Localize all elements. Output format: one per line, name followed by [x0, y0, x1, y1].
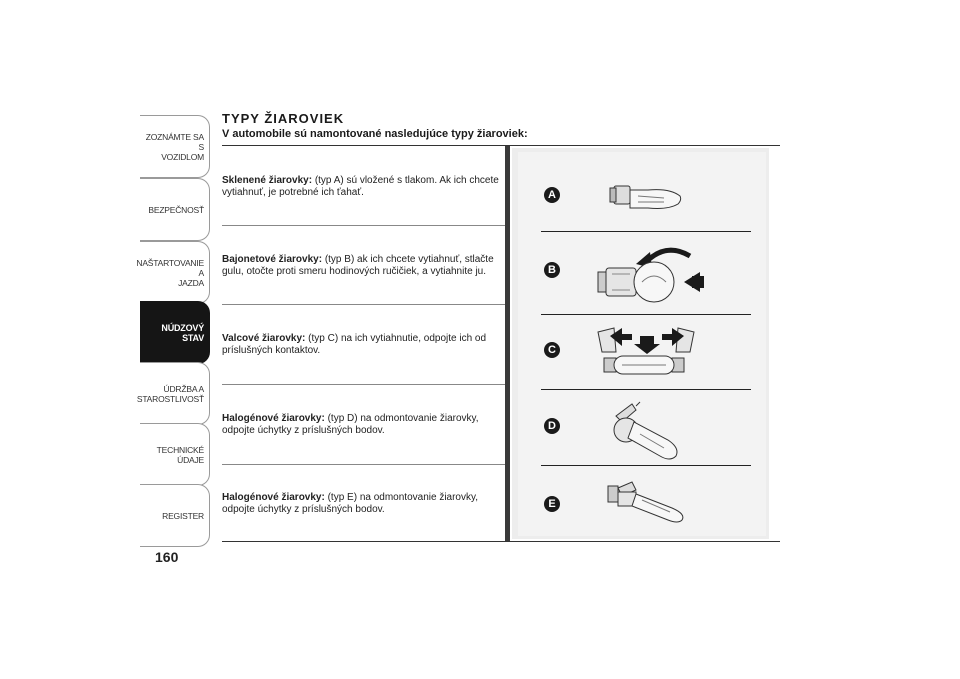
figure-letter-e: E [544, 496, 560, 512]
sidebar-tab-starting[interactable] [136, 241, 210, 304]
halogen-bulb-e-icon [602, 478, 692, 530]
entry-text: (typ B) ak ich chcete vytiahnuť, stlačte gulu, otočte proti smeru hodinových ručičiek, a vytiahnite ju. [222, 254, 494, 277]
page-number: 160 [155, 549, 179, 565]
entry-divider [222, 225, 505, 226]
entry-type-a [222, 175, 500, 199]
figure-letter-c: C [544, 342, 560, 358]
entry-type-b [222, 254, 500, 278]
bayonet-bulb-icon [596, 240, 706, 304]
section-title: TYPY ŽIAROVIEK [222, 111, 345, 126]
figure-divider [541, 465, 751, 466]
festoon-bulb-icon [592, 322, 702, 378]
entry-type-e [222, 492, 500, 516]
sidebar-tab-index[interactable] [140, 484, 210, 547]
sidebar-tab-label: REGISTER [162, 510, 204, 521]
sidebar-tab-label: NAŠTARTOVANIE A JAZDA [136, 257, 204, 288]
figure-divider [541, 231, 751, 232]
entry-divider [222, 384, 505, 385]
entry-lead: Sklenené žiarovky: [222, 175, 313, 186]
entry-text: (typ C) na ich vytiahnutie, odpojte ich od príslušných kontaktov. [222, 333, 487, 356]
sidebar-tab-label: NÚDZOVÝ STAV [161, 322, 204, 343]
section-intro: V automobile sú namontované nasledujúce typy žiaroviek: [222, 128, 528, 140]
sidebar-tab-vehicle[interactable] [140, 115, 210, 178]
figure-letter-b: B [544, 262, 560, 278]
sidebar-tab-label: ÚDRŽBA A STAROSTLIVOSŤ [136, 383, 204, 404]
sidebar-tab-label: BEZPEČNOSŤ [148, 204, 204, 215]
sidebar-tab-label: ZOZNÁMTE SA S VOZIDLOM [145, 131, 204, 162]
sidebar-tab-label: TECHNICKÉ ÚDAJE [156, 444, 204, 465]
entry-divider [222, 304, 505, 305]
figure-divider [541, 314, 751, 315]
entry-text: (typ E) na odmontovanie žiarovky, odpojte úchytky z príslušných bodov. [222, 492, 479, 515]
entry-lead: Halogénové žiarovky: [222, 413, 325, 424]
entry-lead: Bajonetové žiarovky: [222, 254, 323, 265]
entry-type-d [222, 413, 500, 437]
sidebar-tab-safety[interactable] [140, 178, 210, 241]
entry-text: (typ D) na odmontovanie žiarovky, odpojte úchytky z príslušných bodov. [222, 413, 479, 436]
figure-letter-d: D [544, 418, 560, 434]
entry-divider [222, 464, 505, 465]
top-divider [222, 145, 780, 146]
entry-lead: Halogénové žiarovky: [222, 492, 325, 503]
entry-lead: Valcové žiarovky: [222, 333, 306, 344]
halogen-bulb-d-icon [606, 400, 690, 464]
figure-divider [541, 389, 751, 390]
bottom-divider [222, 541, 780, 542]
entry-type-c [222, 333, 500, 357]
glass-bulb-icon [608, 178, 688, 218]
sidebar-tab-emergency[interactable] [140, 301, 210, 364]
figure-letter-a: A [544, 187, 560, 203]
sidebar-tab-maintenance[interactable] [136, 362, 210, 425]
sidebar-tab-technical[interactable] [140, 423, 210, 486]
column-divider [505, 146, 510, 541]
entry-text: (typ A) sú vložené s tlakom. Ak ich chcete vytiahnuť, je potrebné ich ťahať. [222, 175, 499, 198]
